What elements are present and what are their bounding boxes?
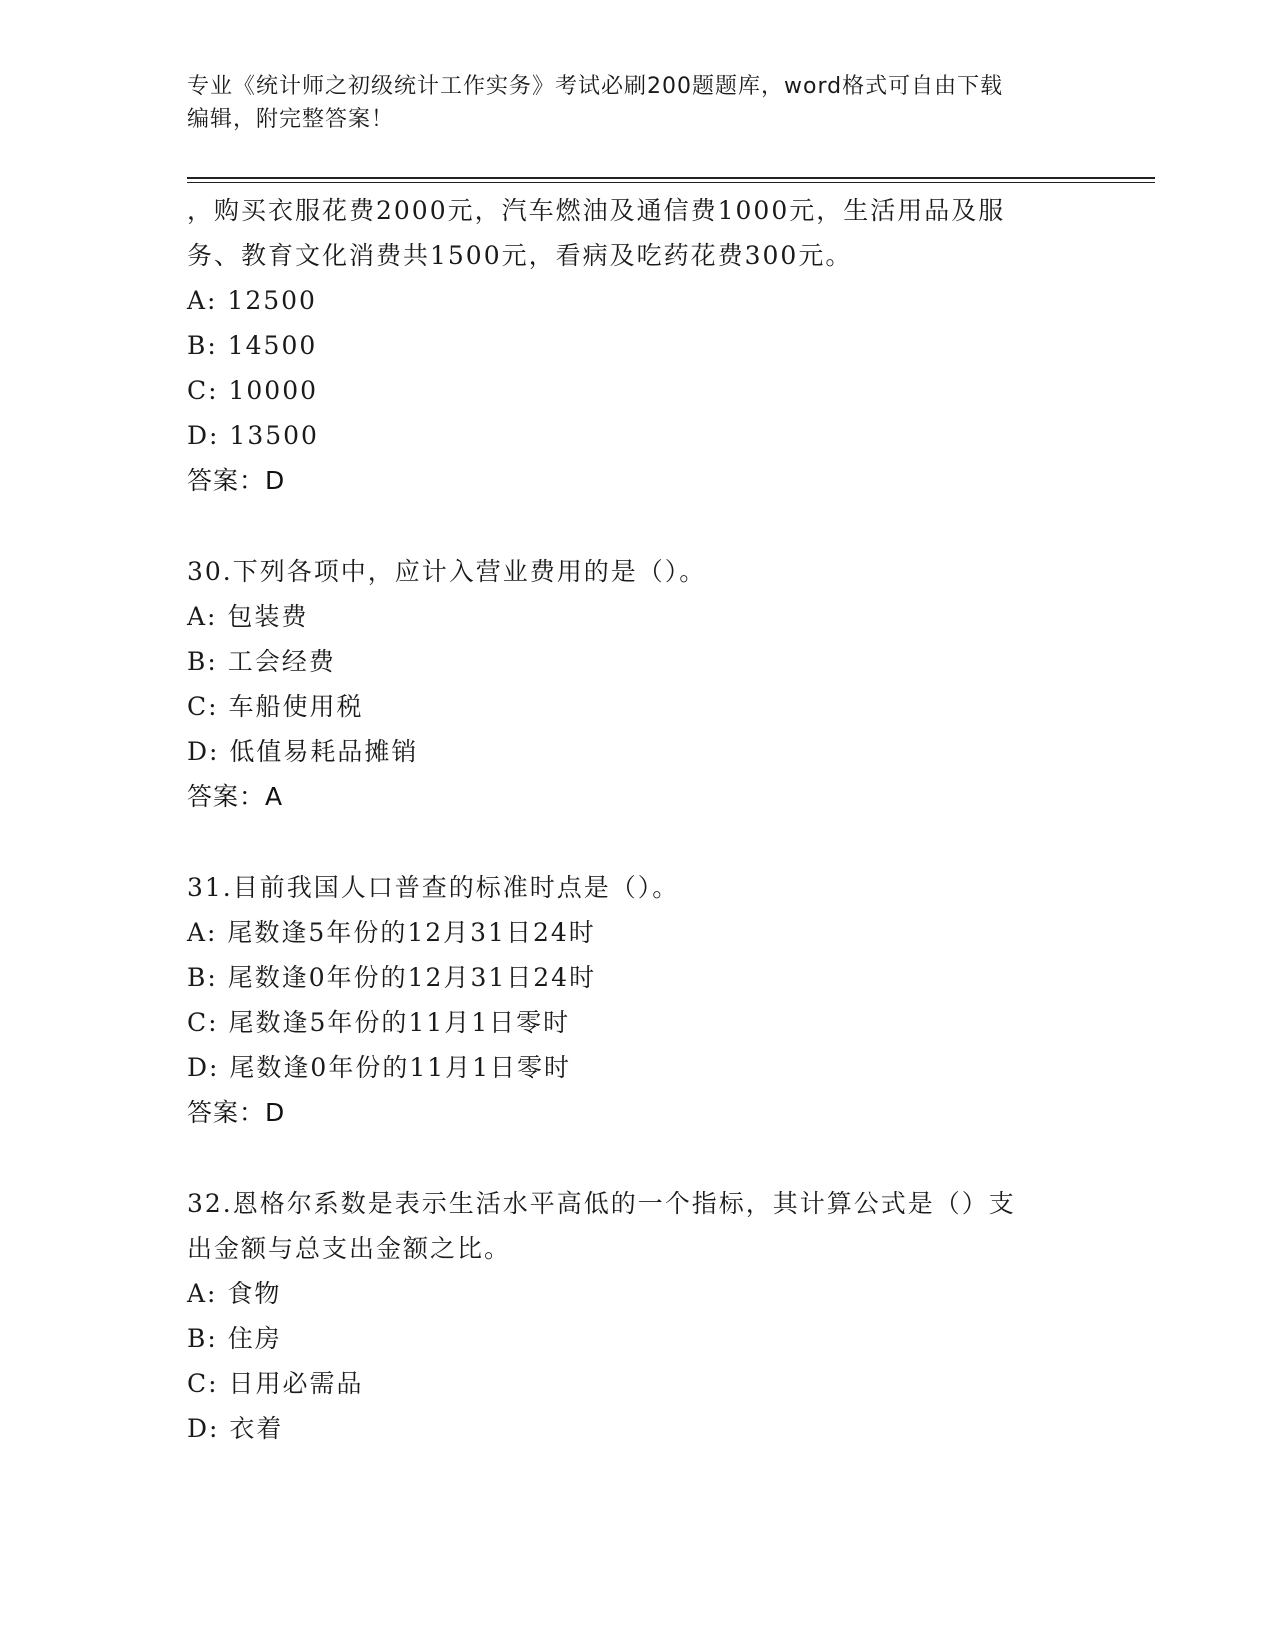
question-31 bbox=[187, 865, 1087, 1135]
question-29-option-d: D: 13500 bbox=[187, 421, 319, 450]
question-31-stem: 31.目前我国人口普查的标准时点是（）。 bbox=[187, 873, 680, 902]
header-title-line-2: 编辑，附完整答案！ bbox=[187, 107, 395, 132]
question-29-stem-line-1: ，购买衣服花费2000元，汽车燃油及通信费1000元，生活用品及服 bbox=[187, 196, 1006, 225]
question-29-option-c: C: 10000 bbox=[187, 376, 319, 405]
question-32-stem-line-1: 32.恩格尔系数是表示生活水平高低的一个指标，其计算公式是（）支 bbox=[187, 1189, 1016, 1218]
question-30-option-a: A: 包装费 bbox=[187, 602, 309, 631]
question-32 bbox=[187, 1181, 1087, 1451]
question-32-option-d: D: 衣着 bbox=[187, 1414, 284, 1443]
question-29 bbox=[187, 188, 1087, 503]
page-header bbox=[187, 70, 1087, 136]
question-29-answer: 答案：D bbox=[187, 466, 286, 495]
question-29-option-b: B: 14500 bbox=[187, 331, 318, 360]
question-30-option-c: C: 车船使用税 bbox=[187, 692, 364, 721]
header-title-line-1: 专业《统计师之初级统计工作实务》考试必刷200题题库，word格式可自由下载 bbox=[187, 74, 1004, 99]
question-32-stem-line-2: 出金额与总支出金额之比。 bbox=[187, 1234, 512, 1263]
question-30-option-d: D: 低值易耗品摊销 bbox=[187, 737, 419, 766]
question-30 bbox=[187, 549, 1087, 819]
question-29-option-a: A: 12500 bbox=[187, 286, 317, 315]
question-31-option-d: D: 尾数逢0年份的11月1日零时 bbox=[187, 1053, 572, 1082]
question-30-stem: 30.下列各项中，应计入营业费用的是（）。 bbox=[187, 557, 707, 586]
header-divider-thick bbox=[187, 177, 1155, 179]
question-31-option-a: A: 尾数逢5年份的12月31日24时 bbox=[187, 918, 596, 947]
question-32-option-b: B: 住房 bbox=[187, 1324, 282, 1353]
question-32-option-c: C: 日用必需品 bbox=[187, 1369, 364, 1398]
question-31-answer: 答案：D bbox=[187, 1098, 286, 1127]
question-31-option-b: B: 尾数逢0年份的12月31日24时 bbox=[187, 963, 597, 992]
question-30-answer: 答案：A bbox=[187, 782, 284, 811]
question-29-stem-line-2: 务、教育文化消费共1500元，看病及吃药花费300元。 bbox=[187, 241, 853, 270]
question-30-option-b: B: 工会经费 bbox=[187, 647, 336, 676]
question-content bbox=[187, 188, 1087, 1451]
question-31-option-c: C: 尾数逢5年份的11月1日零时 bbox=[187, 1008, 571, 1037]
question-32-option-a: A: 食物 bbox=[187, 1279, 282, 1308]
header-divider-thin bbox=[187, 182, 1155, 183]
